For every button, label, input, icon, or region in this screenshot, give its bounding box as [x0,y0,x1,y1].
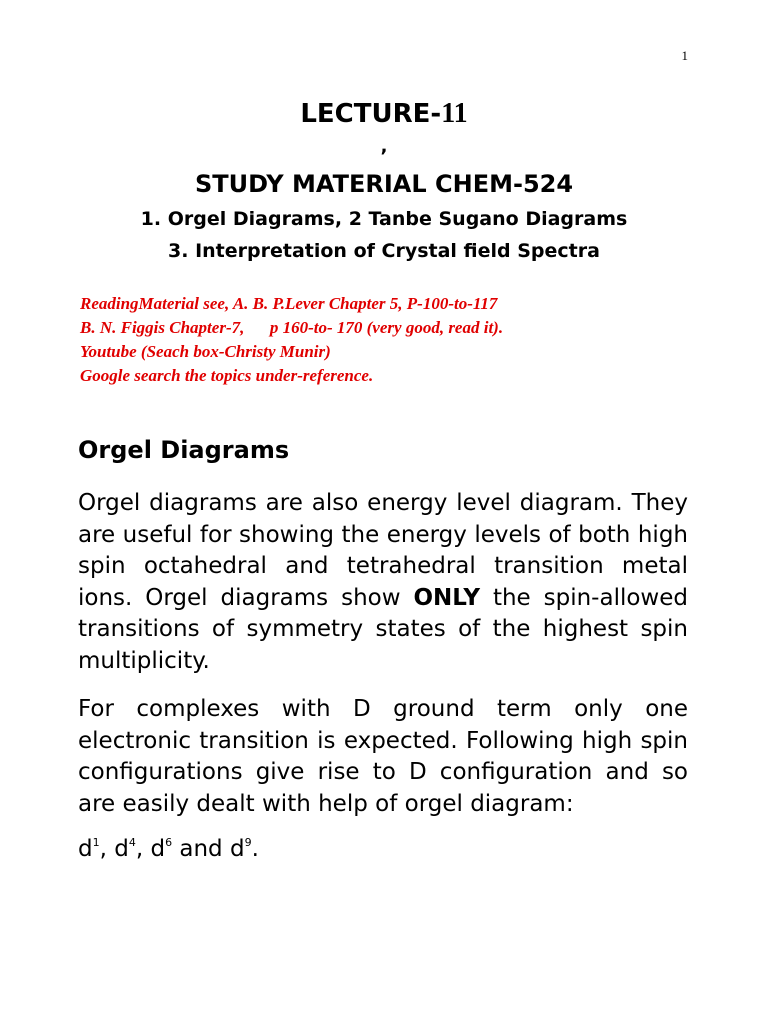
topics-line-2: 3. Interpretation of Crystal field Spectra [168,240,600,262]
paragraph-2: For complexes with D ground term only one electronic transition is expected. Following high spin configurations give rise to D configuration and so are easily dealt with help of orgel diagram: [78,696,688,817]
topics-line-1: 1. Orgel Diagrams, 2 Tanbe Sugano Diagrams [140,208,628,230]
lecture-prefix: LECTURE- [300,99,442,129]
para1-emphasis: ONLY [413,584,480,611]
reading-line-2: B. N. Figgis Chapter-7, p 160-to- 170 (very good, read it). [80,318,504,337]
title-comma: , [380,136,388,157]
paragraph-1 [78,488,688,677]
reading-line-1: ReadingMaterial see, A. B. P.Lever Chapter 5, P-100-to-117 [80,294,498,313]
d-end: . [251,836,259,862]
d-and: and d [172,836,245,862]
d6-superscript: 6 [165,836,173,849]
d1-superscript: 1 [92,836,100,849]
d-separator: , d [99,836,129,862]
lecture-title [0,98,768,130]
reading-line-3: Youtube (Seach box-Christy Munir) [80,342,331,361]
reading-line-4: Google search the topics under-reference. [80,366,374,385]
study-material-title: STUDY MATERIAL CHEM-524 [194,170,574,198]
page-number: 1 [681,48,688,63]
para1-text-a: Orgel diagrams are also energy level diagram. They are useful for showing the energy levels of both high spin octahedral and tetrahedral transition metal ions. Orgel diagrams show [78,490,688,611]
reading-material-block [80,292,503,388]
d4-superscript: 4 [128,836,136,849]
d9-superscript: 9 [244,836,252,849]
para1-text-b: the spin-allowed transitions of symmetry states of the highest spin multiplicity. [78,584,688,674]
lecture-number: 11 [441,98,468,129]
d-symbol: d [78,836,93,862]
section-heading: Orgel Diagrams [78,436,290,464]
d-configuration-list [78,836,259,862]
d-separator: , d [135,836,166,862]
